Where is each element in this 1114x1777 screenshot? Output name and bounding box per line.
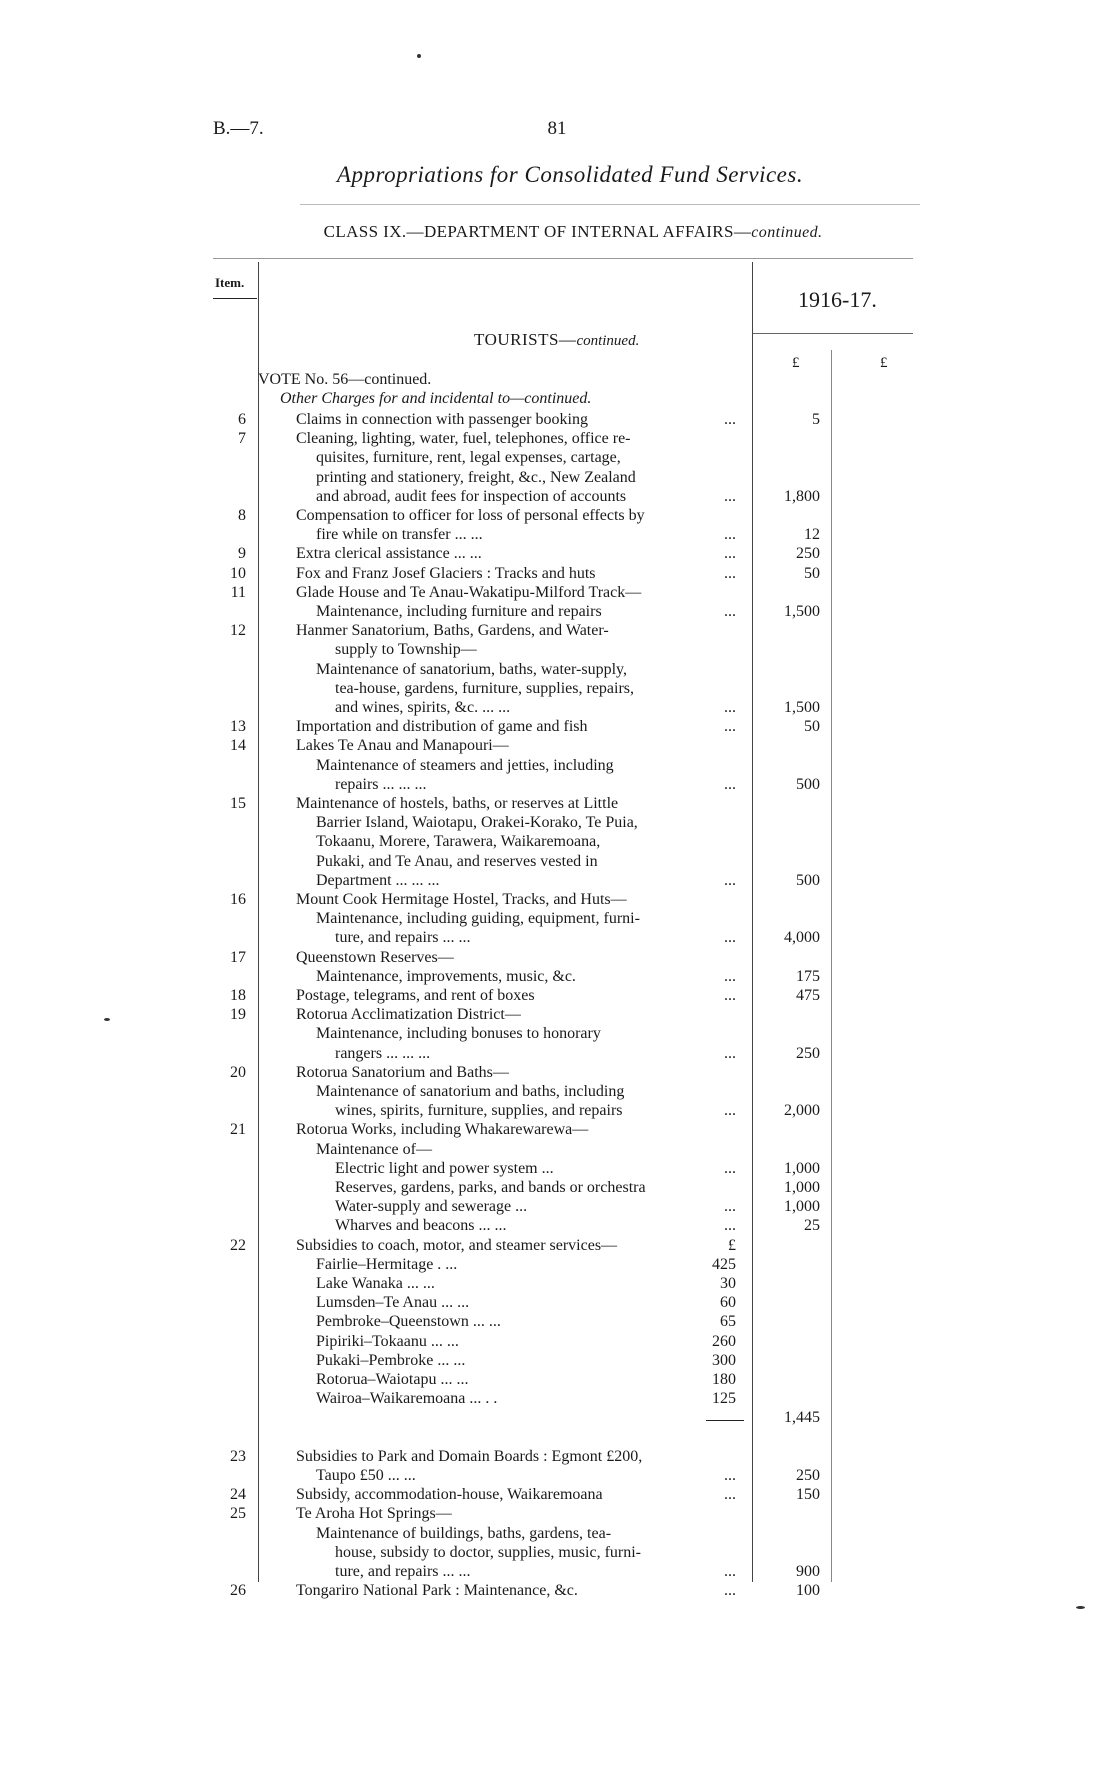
item-description: Maintenance, including bonuses to honorary: [316, 1025, 601, 1043]
item-amount: 250: [796, 1467, 820, 1484]
item-description: Wharves and beacons ... ...: [335, 1217, 507, 1235]
page-title: Appropriations for Consolidated Fund Services.: [336, 162, 804, 187]
item-amount: 500: [796, 775, 820, 793]
table-row: [0, 621, 1114, 640]
item-dots: ...: [724, 1159, 736, 1177]
item-number: 6: [238, 411, 246, 428]
table-row: [0, 1293, 1114, 1312]
item-dots: ...: [724, 1582, 736, 1600]
table-row: [0, 564, 1114, 583]
item-dots: ...: [724, 987, 736, 1004]
item-description: Lumsden–Te Anau ... ...: [316, 1294, 470, 1312]
item-description: Maintenance, including furniture and repairs: [316, 603, 602, 620]
table-row: [0, 1044, 1114, 1063]
table-row: [0, 1408, 1114, 1427]
table-row: [0, 909, 1114, 928]
item-dots: 300: [712, 1351, 736, 1369]
subtotal-rule: [706, 1420, 744, 1421]
item-amount: 1,445: [784, 1409, 820, 1427]
table-row: [0, 1370, 1114, 1389]
item-number: 20: [230, 1063, 246, 1081]
table-row: [0, 1312, 1114, 1331]
item-description: printing and stationery, freight, &c., New Zealand: [316, 468, 636, 486]
item-description: Subsidies to coach, motor, and steamer services—: [296, 1236, 618, 1254]
item-description: Lake Wanaka ... ...: [316, 1275, 435, 1292]
item-description: Mount Cook Hermitage Hostel, Tracks, and Huts—: [296, 891, 627, 908]
print-speck: [1076, 1606, 1085, 1609]
item-description: Department ... ... ...: [316, 871, 440, 889]
table-row: [0, 660, 1114, 679]
item-description: Subsidies to Park and Domain Boards : Egmont £200,: [296, 1447, 643, 1465]
item-description: Pukaki–Pembroke ... ...: [316, 1351, 466, 1369]
table-row: [0, 1562, 1114, 1581]
table-row: [0, 775, 1114, 794]
item-dots: 125: [712, 1390, 736, 1408]
item-description: Rotorua Works, including Whakarewarewa—: [296, 1121, 589, 1139]
table-row: [0, 410, 1114, 429]
year-column-header: 1916-17.: [798, 287, 877, 312]
item-dots: ...: [724, 545, 736, 563]
print-speck: [417, 54, 421, 58]
item-amount: 1,800: [784, 487, 820, 505]
item-dots: 425: [712, 1255, 736, 1273]
table-row: [0, 1197, 1114, 1216]
subheading: Other Charges for and incidental to—continued.: [280, 390, 592, 407]
item-dots: ...: [724, 1467, 736, 1484]
table-row: [0, 1447, 1114, 1466]
table-row: [0, 928, 1114, 947]
table-row: [0, 448, 1114, 467]
item-description: Pembroke–Queenstown ... ...: [316, 1313, 501, 1331]
item-number: 17: [230, 948, 246, 966]
item-description: Fox and Franz Josef Glaciers : Tracks and huts: [296, 564, 596, 582]
table-row: [0, 640, 1114, 659]
table-row: [0, 1255, 1114, 1274]
item-description: Queenstown Reserves—: [296, 948, 454, 966]
item-description: Glade House and Te Anau-Wakatipu-Milford Track—: [296, 583, 642, 601]
item-number: 7: [238, 430, 246, 448]
item-dots: ...: [724, 526, 736, 544]
item-amount: 5: [812, 411, 820, 428]
item-amount: 1,500: [784, 603, 820, 620]
item-description: Postage, telegrams, and rent of boxes: [296, 987, 535, 1004]
item-amount: 150: [796, 1486, 820, 1504]
item-description: Water-supply and sewerage ...: [335, 1198, 528, 1216]
item-description: Claims in connection with passenger booking: [296, 411, 588, 428]
item-description: wines, spirits, furniture, supplies, and repairs: [335, 1102, 623, 1120]
item-description: rangers ... ... ...: [335, 1044, 431, 1062]
item-description: Cleaning, lighting, water, fuel, telephones, office re-: [296, 430, 631, 448]
item-description: Maintenance of steamers and jetties, including: [316, 756, 614, 774]
item-description: supply to Township—: [335, 641, 477, 659]
table-row: [0, 698, 1114, 717]
item-description: Te Aroha Hot Springs—: [296, 1505, 452, 1523]
table-row: [0, 1101, 1114, 1120]
item-dots: ...: [724, 1217, 736, 1235]
item-dots: ...: [724, 1486, 736, 1504]
item-description: Extra clerical assistance ... ...: [296, 545, 482, 563]
item-number: 24: [230, 1486, 246, 1504]
item-amount: 12: [804, 526, 820, 544]
item-description: Pukaki, and Te Anau, and reserves vested in: [316, 852, 598, 870]
item-description: ture, and repairs ... ...: [335, 929, 471, 947]
item-amount: 1,000: [784, 1179, 820, 1196]
table-row: [0, 1120, 1114, 1139]
table-row: [0, 544, 1114, 563]
table-row: [0, 1581, 1114, 1600]
table-row: [0, 948, 1114, 967]
page-reference: B.—7.: [213, 118, 264, 139]
item-description: Tokaanu, Morere, Tarawera, Waikaremoana,: [316, 833, 601, 851]
item-description: Wairoa–Waikaremoana ... . .: [316, 1390, 498, 1408]
table-row: [0, 429, 1114, 448]
item-description: Maintenance of—: [316, 1140, 432, 1158]
table-row: [0, 506, 1114, 525]
table-row: [0, 1159, 1114, 1178]
table-row: [0, 890, 1114, 909]
table-row: [0, 1524, 1114, 1543]
item-description: and wines, spirits, &c. ... ...: [335, 699, 511, 716]
item-number: 14: [230, 737, 246, 755]
item-dots: ...: [724, 1102, 736, 1120]
item-number: 15: [230, 795, 246, 812]
item-description: Maintenance of sanatorium and baths, including: [316, 1083, 625, 1100]
table-row: [0, 1351, 1114, 1370]
item-amount: 175: [796, 967, 820, 985]
table-row: [0, 1485, 1114, 1504]
table-row: [0, 1389, 1114, 1408]
table-row: [0, 679, 1114, 698]
table-row: [0, 1428, 1114, 1447]
item-dots: 260: [712, 1332, 736, 1350]
item-amount: 900: [796, 1563, 820, 1580]
item-amount: 1,000: [784, 1159, 820, 1177]
item-description: Lakes Te Anau and Manapouri—: [296, 737, 509, 755]
item-number: 10: [230, 564, 246, 582]
table-row: [0, 756, 1114, 775]
item-dots: ...: [724, 699, 736, 716]
item-amount: 500: [796, 871, 820, 889]
item-description: Hanmer Sanatorium, Baths, Gardens, and Water-: [296, 622, 609, 640]
item-dots: ...: [724, 564, 736, 582]
item-amount: 2,000: [784, 1102, 820, 1120]
item-dots: ...: [724, 775, 736, 793]
item-number: 16: [230, 891, 246, 908]
table-row: [0, 1063, 1114, 1082]
item-dots: ...: [724, 487, 736, 505]
item-description: Maintenance, including guiding, equipment, furni-: [316, 910, 640, 928]
item-description: Maintenance of buildings, baths, gardens, tea-: [316, 1524, 612, 1542]
table-row: [0, 736, 1114, 755]
item-amount: 50: [804, 564, 820, 582]
item-description: and abroad, audit fees for inspection of accounts: [316, 487, 627, 505]
table-row: [0, 1024, 1114, 1043]
item-dots: ...: [724, 1563, 736, 1580]
item-dots: ...: [724, 1044, 736, 1062]
item-dots: 60: [720, 1294, 736, 1312]
item-amount: 100: [796, 1582, 820, 1600]
section-title-suffix: continued.: [576, 333, 640, 349]
item-amount: 4,000: [784, 929, 820, 947]
item-amount: 250: [796, 545, 820, 563]
table-row: [0, 1005, 1114, 1024]
item-description: Electric light and power system ...: [335, 1159, 554, 1177]
item-description: Reserves, gardens, parks, and bands or orchestra: [335, 1179, 646, 1196]
item-amount: 50: [804, 718, 820, 736]
table-row: [0, 1236, 1114, 1255]
page-number: 81: [547, 118, 567, 139]
item-dots: ...: [724, 718, 736, 736]
table-row: [0, 468, 1114, 487]
class-heading-suffix: continued.: [751, 224, 823, 241]
item-amount: 25: [804, 1217, 820, 1235]
item-description: Tongariro National Park : Maintenance, &c.: [296, 1582, 578, 1600]
item-number: 22: [230, 1236, 246, 1254]
table-row: [0, 1082, 1114, 1101]
item-description: ture, and repairs ... ...: [335, 1563, 471, 1580]
table-row: [0, 852, 1114, 871]
item-number: 8: [238, 507, 246, 524]
item-description: Compensation to officer for loss of personal effects by: [296, 507, 645, 524]
item-description: Subsidy, accommodation-house, Waikaremoana: [296, 1486, 603, 1504]
table-row: [0, 717, 1114, 736]
item-dots: 30: [720, 1275, 736, 1292]
table-row: [0, 1466, 1114, 1485]
currency-left: £: [792, 355, 800, 371]
class-heading-text: CLASS IX.—DEPARTMENT OF INTERNAL AFFAIRS—: [323, 222, 752, 241]
item-number: 13: [230, 718, 246, 736]
vote-line: VOTE No. 56—continued.: [258, 371, 432, 388]
table-row: [0, 1140, 1114, 1159]
table-row: [0, 1332, 1114, 1351]
item-dots: 180: [712, 1371, 736, 1388]
item-description: Taupo £50 ... ...: [316, 1467, 416, 1484]
item-amount: 475: [796, 987, 820, 1004]
item-dots: ...: [724, 871, 736, 889]
item-number: 11: [230, 583, 246, 601]
item-number: 9: [238, 545, 246, 563]
item-description: house, subsidy to doctor, supplies, music, furni-: [335, 1543, 641, 1561]
item-number: 18: [230, 987, 246, 1004]
table-row: [0, 986, 1114, 1005]
item-amount: 1,500: [784, 699, 820, 716]
table-row: [0, 487, 1114, 506]
item-number: 19: [230, 1006, 246, 1024]
item-dots: ...: [724, 603, 736, 620]
item-number: 21: [230, 1121, 246, 1139]
item-dots: 65: [720, 1313, 736, 1331]
item-dots: ...: [724, 967, 736, 985]
item-description: Barrier Island, Waiotapu, Orakei-Korako, Te Puia,: [316, 814, 638, 832]
item-dots: ...: [724, 929, 736, 947]
item-number: 25: [230, 1505, 246, 1523]
item-description: Fairlie–Hermitage . ...: [316, 1255, 458, 1273]
item-number: 23: [230, 1447, 246, 1465]
table-row: [0, 967, 1114, 986]
item-description: Pipiriki–Tokaanu ... ...: [316, 1332, 459, 1350]
table-row: [0, 1543, 1114, 1562]
table-row: [0, 583, 1114, 602]
item-description: Rotorua Acclimatization District—: [296, 1006, 521, 1024]
item-description: Maintenance of hostels, baths, or reserves at Little: [296, 795, 619, 812]
table-row: [0, 832, 1114, 851]
item-column-header: Item.: [215, 275, 245, 290]
item-dots: £: [728, 1236, 736, 1254]
item-dots: ...: [724, 411, 736, 428]
item-description: tea-house, gardens, furniture, supplies, repairs,: [335, 679, 635, 697]
table-row: [0, 1178, 1114, 1197]
item-description: Maintenance, improvements, music, &c.: [316, 967, 576, 985]
item-amount: 1,000: [784, 1198, 820, 1216]
item-description: repairs ... ... ...: [335, 775, 427, 793]
item-amount: 250: [796, 1044, 820, 1062]
item-description: Maintenance of sanatorium, baths, water-supply,: [316, 660, 627, 678]
item-description: Importation and distribution of game and fish: [296, 718, 588, 736]
item-description: fire while on transfer ... ...: [316, 526, 483, 544]
table-row: [0, 813, 1114, 832]
item-description: Rotorua Sanatorium and Baths—: [296, 1063, 509, 1081]
currency-right: £: [880, 355, 888, 371]
table-row: [0, 794, 1114, 813]
table-row: [0, 525, 1114, 544]
print-speck: [104, 1018, 110, 1021]
table-row: [0, 871, 1114, 890]
item-dots: ...: [724, 1198, 736, 1216]
table-row: [0, 1504, 1114, 1523]
item-description: Rotorua–Waiotapu ... ...: [316, 1371, 469, 1388]
section-title-text: TOURISTS—: [474, 330, 577, 349]
table-row: [0, 602, 1114, 621]
table-row: [0, 1274, 1114, 1293]
item-number: 26: [230, 1582, 246, 1600]
item-number: 12: [230, 622, 246, 640]
item-description: quisites, furniture, rent, legal expenses, cartage,: [316, 449, 621, 467]
table-row: [0, 1216, 1114, 1235]
